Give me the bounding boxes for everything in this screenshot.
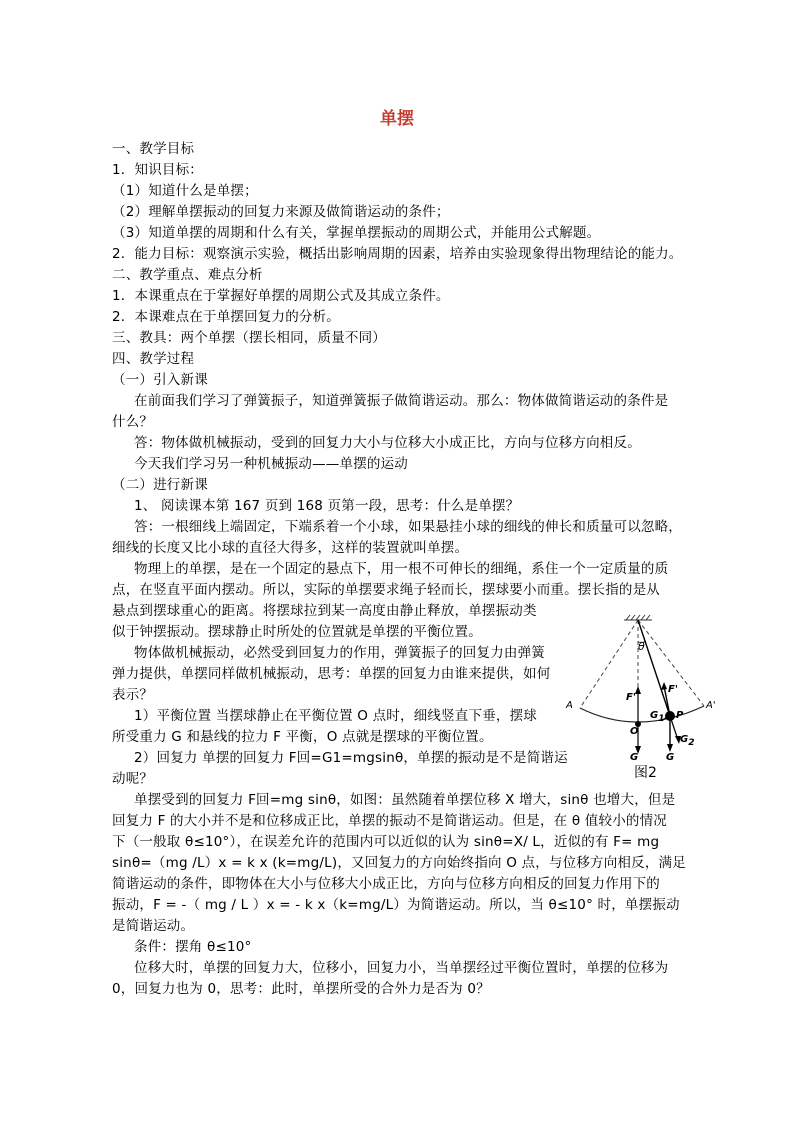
label-O: O: [630, 726, 639, 737]
label-F-left: F': [626, 692, 636, 703]
subsection-heading: （二）进行新课: [112, 477, 208, 493]
text-line: 条件：摆角 θ≤10°: [134, 939, 252, 955]
text-line: 1．本课重点在于掌握好单摆的周期公式及其成立条件。: [112, 288, 450, 304]
text-line: 在前面我们学习了弹簧振子，知道弹簧振子做简谐运动。那么：物体做简谐运动的条件是: [134, 393, 669, 409]
section-heading: 四、教学过程: [112, 351, 195, 367]
text-line: 悬点到摆球重心的距离。将摆球拉到某一高度由静止释放，单摆振动类: [112, 603, 537, 619]
text-line: 今天我们学习另一种机械振动——单摆的运动: [134, 456, 408, 472]
text-line: 细线的长度又比小球的直径大得多，这样的装置就叫单摆。: [112, 540, 469, 556]
text-line: 单摆受到的回复力 F回=mg sinθ，如图：虽然随着单摆位移 X 增大，sinθ 也增大，但是: [134, 792, 676, 808]
text-line: 振动，F = -（ mg / L ）x = - k x（k=mg/L）为简谐运动。所以，当 θ≤10° 时，单摆振动: [112, 897, 680, 913]
text-line: 1、 阅读课本第 167 页到 168 页第一段，思考：什么是单摆？: [134, 498, 520, 514]
text-line: 1．知识目标：: [112, 162, 203, 178]
text-line: 所受重力 G 和悬线的拉力 F 平衡，O 点就是摆球的平衡位置。: [112, 729, 493, 745]
text-line: 表示？: [112, 687, 154, 703]
text-line: （1）知道什么是单摆；: [112, 183, 258, 199]
label-G1: $G_1$: [650, 710, 665, 724]
text-line: 物理上的单摆，是在一个固定的悬点下，用一根不可伸长的细绳，系住一个一定质量的质: [134, 561, 669, 577]
label-G-bottom: G: [630, 752, 639, 763]
text-line: 似于钟摆振动。摆球静止时所处的位置就是单摆的平衡位置。: [112, 624, 482, 640]
section-heading: 三、教具：两个单摆（摆长相同，质量不同）: [112, 330, 386, 346]
subsection-heading: （一）引入新课: [112, 372, 208, 388]
text-line: （2）理解单摆振动的回复力来源及做简谐运动的条件；: [112, 204, 450, 220]
text-line: 点，在竖直平面内摆动。所以，实际的单摆要求绳子轻而长，摆球要小而重。摆长指的是从: [112, 582, 660, 598]
text-line: （3）知道单摆的周期和什么有关，掌握单摆振动的周期公式，并能用公式解题。: [112, 225, 601, 241]
label-G-P: G: [666, 752, 675, 763]
text-line: 弹力提供，单摆同样做机械振动，思考：单摆的回复力由谁来提供，如何: [112, 666, 551, 682]
page-title: 单摆: [380, 109, 414, 129]
figure-caption: 图2: [634, 765, 657, 781]
text-line: 2）回复力 单摆的回复力 F回=G1=mgsinθ，单摆的振动是不是简谐运: [134, 750, 568, 766]
text-line: 0，回复力也为 0，思考：此时，单摆所受的合外力是否为 0？: [112, 981, 490, 997]
text-line: 答：一根细线上端固定，下端系着一个小球，如果悬挂小球的细线的伸长和质量可以忽略，: [134, 519, 682, 535]
text-line: 简谐运动的条件，即物体在大小与位移大小成正比，方向与位移方向相反的回复力作用下的: [112, 876, 660, 892]
text-line: 什么？: [112, 414, 154, 430]
section-heading: 一、教学目标: [112, 141, 195, 157]
text-line: 下（一般取 θ≤10°），在误差允许的范围内可以近似的认为 sinθ=X/ L，近似的有 F= mg: [112, 834, 660, 850]
pendulum-figure: [566, 612, 718, 782]
label-F-right: F': [668, 684, 678, 695]
label-G2: $G_2$: [680, 734, 695, 748]
text-line: 2．本课难点在于单摆回复力的分析。: [112, 309, 340, 325]
text-line: 1）平衡位置 当摆球静止在平衡位置 O 点时，细线竖直下垂，摆球: [134, 708, 537, 724]
text-line: 答：物体做机械振动，受到的回复力大小与位移大小成正比，方向与位移方向相反。: [134, 435, 641, 451]
text-line: 是简谐运动。: [112, 918, 195, 934]
text-line: 2．能力目标：观察演示实验，概括出影响周期的因素，培养由实验现象得出物理结论的能力。: [112, 246, 683, 262]
label-theta: θ: [638, 640, 645, 653]
text-line: 位移大时，单摆的回复力大，位移小，回复力小，当单摆经过平衡位置时，单摆的位移为: [134, 960, 669, 976]
text-line: 动呢？: [112, 771, 154, 787]
label-A-prime: A': [706, 700, 716, 711]
label-P: P: [676, 710, 684, 721]
text-line: sinθ=（mg /L）x = k x (k=mg/L)，又回复力的方向始终指向 O 点，与位移方向相反，满足: [112, 855, 686, 871]
text-line: 物体做机械振动，必然受到回复力的作用，弹簧振子的回复力由弹簧: [134, 645, 545, 661]
section-heading: 二、教学重点、难点分析: [112, 267, 263, 283]
label-A: A: [566, 700, 573, 711]
pendulum-diagram: [566, 612, 718, 772]
text-line: 回复力 F 的大小并不是和位移成正比，单摆的振动不是简谐运动。但是，在 θ 值较小的情况: [112, 813, 667, 829]
